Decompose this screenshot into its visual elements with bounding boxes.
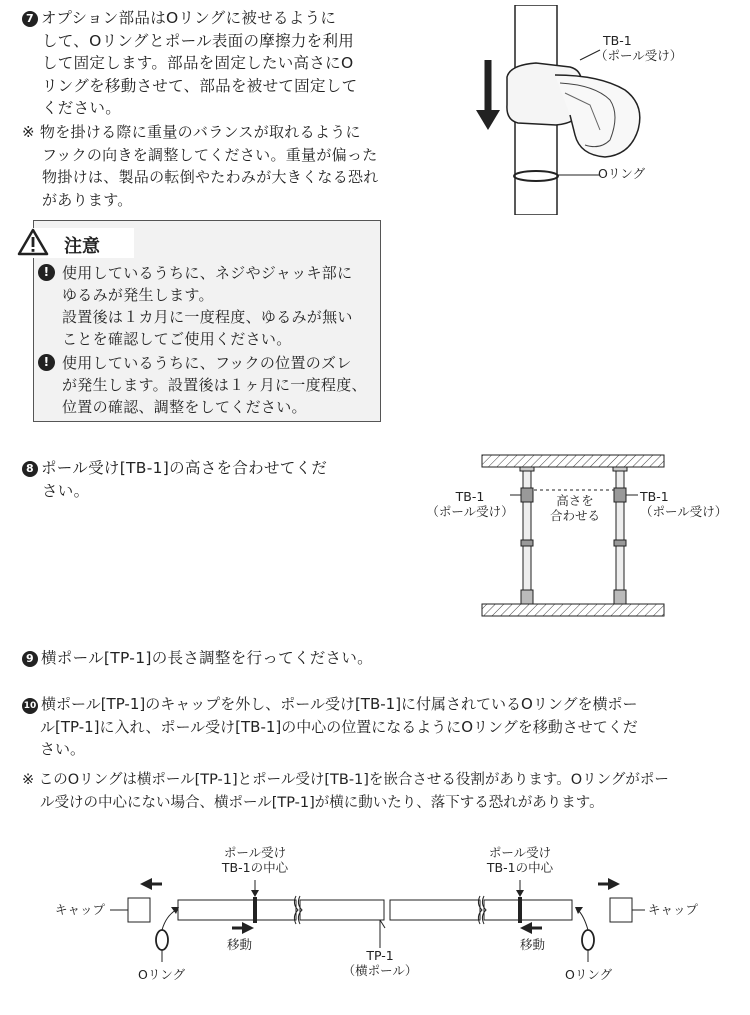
step7-note: ※ 物を掛ける際に重量のバランスが取れるように フックの向きを調整してください。重量が偏った 物掛けは、製品の転倒やたわみが大きくなる恐れ があります。	[22, 123, 379, 209]
step8-text: 8 ポール受け[TB-1]の高さを合わせてくだ さい。	[22, 457, 392, 502]
fig3-cap-right: キャップ	[648, 902, 699, 917]
caution-item-2: ! 使用しているうちに、フックの位置のズレ が発生します。設置後は１ヶ月に一度程度、 位置の確認、調整をしてください。	[38, 352, 378, 418]
fig1-tb-label: TB-1 （ポール受け）	[595, 33, 683, 63]
fig3-center-left: ポール受け TB-1の中心	[221, 845, 289, 875]
height-adjust-figure	[420, 450, 680, 625]
caution-header	[14, 228, 134, 258]
fig2-right-label: TB-1 （ポール受け）	[640, 489, 728, 519]
step-number-9: 9	[22, 651, 38, 667]
step10-text: 10 横ポール[TP-1]のキャップを外し、ポール受け[TB-1]に付属されているOリングを横ポー ル[TP-1]に入れ、ポール受け[TB-1]の中心の位置になるようにOリングを移動させてくだ さい。	[23, 695, 638, 759]
caution-title: 注意	[64, 236, 100, 257]
step9-text: 9 横ポール[TP-1]の長さ調整を行ってください。	[22, 647, 722, 670]
step-number-10: 10	[22, 698, 38, 714]
fig1-oring-label: Oリング	[598, 166, 646, 181]
fig3-oring-right: Oリング	[565, 967, 613, 982]
fig3-oring-left: Oリング	[138, 967, 186, 982]
fig2-center-label: 高さを 合わせる	[549, 493, 600, 523]
fig3-move-left: 移動	[227, 937, 253, 952]
fig3-tp-label: TP-1 （横ポール）	[342, 948, 418, 978]
step10-note: ※ このOリングは横ポール[TP-1]とポール受け[TB-1]を嵌合させる役割があります。Oリングがポー ル受けの中心にない場合、横ポール[TP-1]が横に動いたり、落下する恐れがあります。	[22, 772, 669, 811]
step7-text: 7 オプション部品はOリングに被せるように して、Oリングとポール表面の摩擦力を利用 して固定します。部品を固定したい高さにO リングを移動させて、部品を被せて固定して ください。	[22, 7, 392, 120]
exclamation-icon: !	[38, 264, 55, 281]
warning-icon	[17, 228, 49, 256]
caution-item-1: ! 使用しているうちに、ネジやジャッキ部に ゆるみが発生します。 設置後は１カ月に一度程度、ゆるみが無い ことを確認してご使用ください。	[38, 262, 378, 350]
fig3-move-right: 移動	[520, 937, 546, 952]
exclamation-icon: !	[38, 354, 55, 371]
fig3-cap-left: キャップ	[55, 902, 106, 917]
step-number-8: 8	[22, 461, 38, 477]
fig2-left-label: TB-1 （ポール受け）	[426, 489, 514, 519]
fig3-center-right: ポール受け TB-1の中心	[486, 845, 554, 875]
step-number-7: 7	[22, 11, 38, 27]
